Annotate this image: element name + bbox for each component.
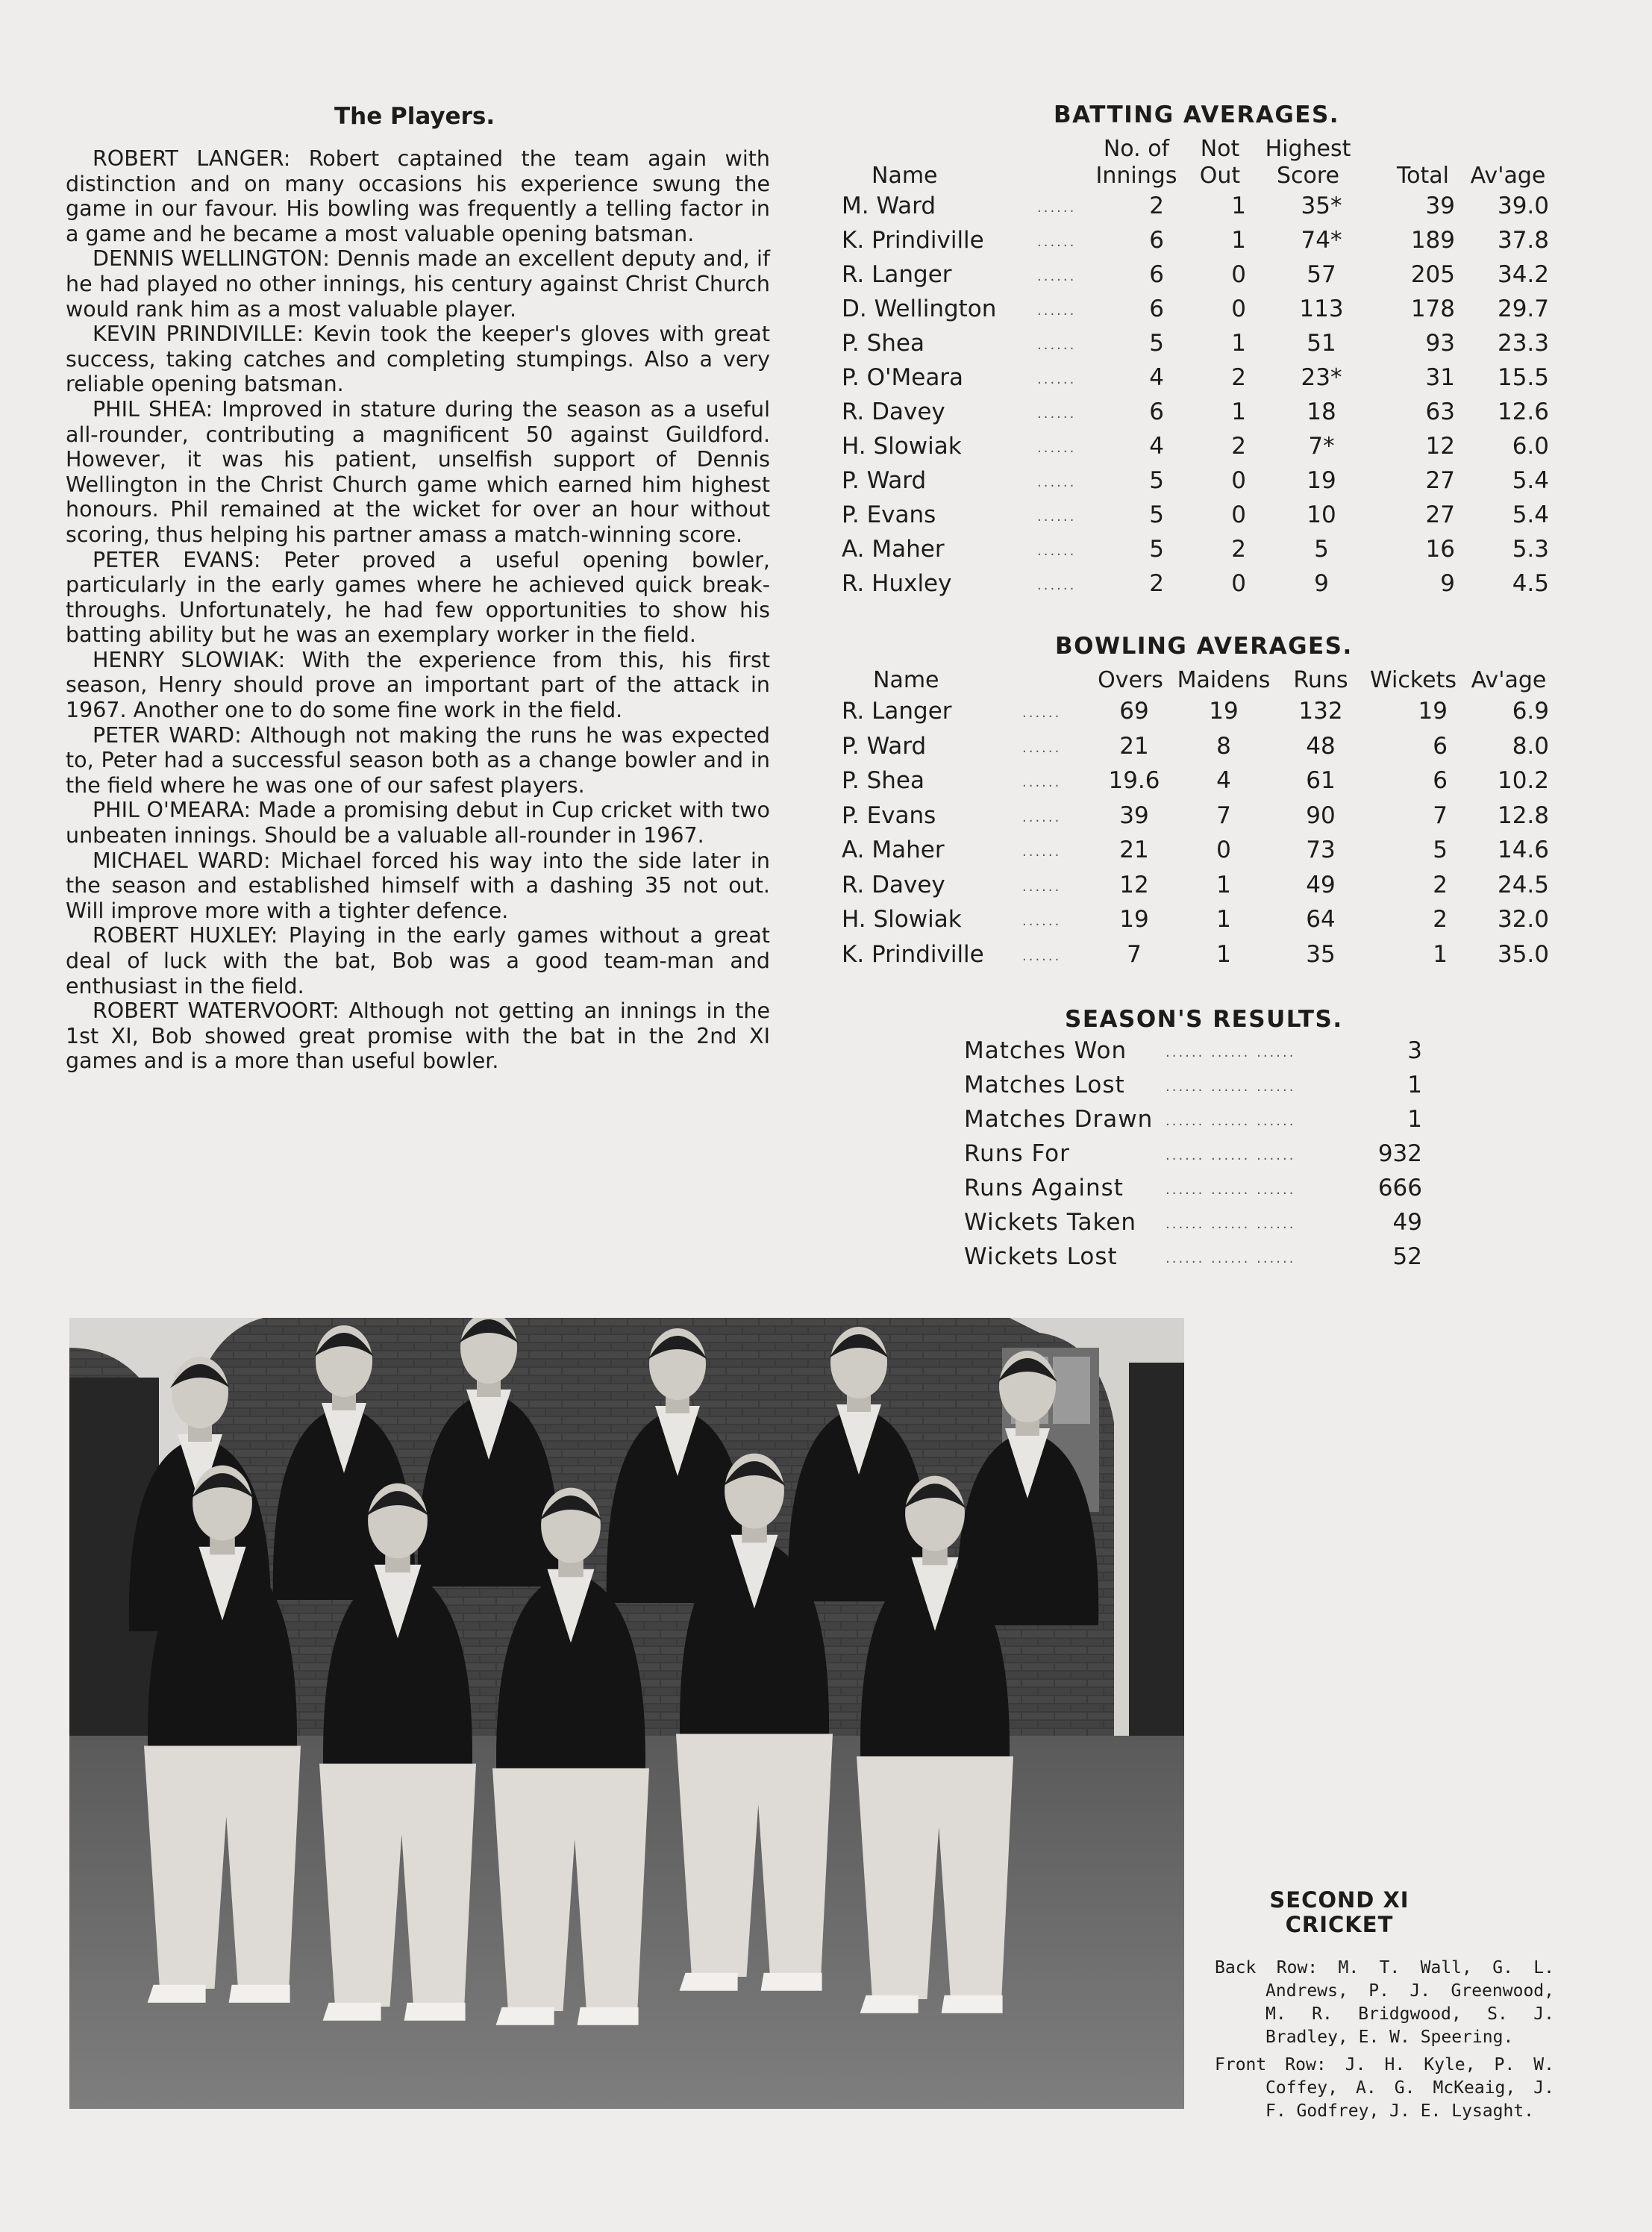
caption-title-line-2: CRICKET bbox=[1285, 1912, 1394, 1937]
batting-highest: 9 bbox=[1314, 570, 1329, 597]
batting-header-highest-1: Highest bbox=[1265, 136, 1351, 162]
players-heading: The Players. bbox=[334, 103, 495, 130]
leader-dots: ...... ...... ...... bbox=[1166, 1113, 1296, 1129]
bowling-overs: 19 bbox=[1119, 906, 1149, 933]
batting-heading: BATTING AVERAGES. bbox=[1054, 101, 1340, 128]
player-paragraph: PHIL O'MEARA: Made a promising debut in Cup cricket with two unbeaten innings. Should be a valuable all-rounder in 1967. bbox=[66, 798, 770, 848]
batting-not-out: 1 bbox=[1231, 398, 1246, 425]
bowling-header-maidens: Maidens bbox=[1177, 667, 1271, 693]
batting-header-notout-1: Not bbox=[1200, 136, 1240, 162]
leader-dots: ...... bbox=[1022, 844, 1062, 860]
bowling-maidens: 1 bbox=[1216, 940, 1231, 968]
results-row bbox=[964, 1106, 1434, 1140]
bowling-row bbox=[836, 906, 1552, 940]
batting-header-name: Name bbox=[872, 163, 938, 189]
leader-dots: ...... ...... ...... bbox=[1166, 1216, 1296, 1232]
batting-name: P. O'Meara bbox=[842, 364, 964, 391]
leader-dots: ...... ...... ...... bbox=[1166, 1251, 1296, 1266]
bowling-name: R. Davey bbox=[842, 871, 945, 898]
leader-dots: ...... bbox=[1037, 234, 1077, 250]
batting-innings: 5 bbox=[1149, 501, 1164, 528]
bowling-name: P. Evans bbox=[842, 801, 936, 829]
bowling-average: 32.0 bbox=[1497, 906, 1549, 933]
batting-not-out: 0 bbox=[1231, 467, 1246, 494]
batting-not-out: 1 bbox=[1231, 330, 1246, 357]
bowling-maidens: 0 bbox=[1216, 837, 1231, 863]
batting-name: A. Maher bbox=[842, 536, 945, 563]
results-row bbox=[964, 1243, 1434, 1278]
results-heading: SEASON'S RESULTS. bbox=[1065, 1006, 1343, 1033]
bowling-runs: 90 bbox=[1306, 801, 1336, 829]
bowling-overs: 12 bbox=[1119, 871, 1149, 898]
player-paragraph: PHIL SHEA: Improved in stature during the season as a useful all-rounder, contributing a magnificent 50 against Guildford. However, it was his patient, unselfish support of Dennis Wellington in the Christ Church game which earned him highest honours. Phil remained at the wicket for over an hour without scoring, thus helping his partner amass a match-winning score. bbox=[66, 396, 770, 547]
batting-average: 15.5 bbox=[1497, 364, 1549, 391]
bowling-overs: 39 bbox=[1119, 801, 1149, 829]
bowling-runs: 132 bbox=[1298, 698, 1343, 725]
bowling-wickets: 5 bbox=[1433, 837, 1448, 863]
leader-dots: ...... bbox=[1037, 337, 1077, 353]
bowling-name: H. Slowiak bbox=[842, 906, 962, 933]
caption-title-line-1: SECOND XI bbox=[1269, 1887, 1409, 1913]
leader-dots: ...... bbox=[1037, 440, 1077, 456]
player-paragraph: HENRY SLOWIAK: With the experience from this, his first season, Henry should prove an important part of the attack in 1967. Another one to do some fine work in the field. bbox=[66, 647, 770, 723]
batting-total: 39 bbox=[1425, 193, 1455, 219]
bowling-row bbox=[836, 872, 1552, 906]
batting-row bbox=[836, 398, 1552, 433]
batting-row bbox=[836, 536, 1552, 570]
bowling-overs: 19.6 bbox=[1108, 767, 1160, 794]
results-label: Matches Won bbox=[964, 1037, 1127, 1064]
bowling-runs: 61 bbox=[1306, 767, 1336, 794]
batting-highest: 19 bbox=[1307, 467, 1336, 494]
batting-row bbox=[836, 193, 1552, 227]
leader-dots: ...... bbox=[1037, 269, 1077, 284]
batting-name: R. Huxley bbox=[842, 570, 952, 597]
batting-row bbox=[836, 364, 1552, 398]
results-label: Matches Lost bbox=[964, 1072, 1125, 1098]
batting-name: H. Slowiak bbox=[842, 433, 962, 460]
bowling-average: 6.9 bbox=[1512, 698, 1549, 725]
bowling-wickets: 6 bbox=[1433, 732, 1448, 760]
batting-total: 63 bbox=[1425, 398, 1455, 425]
batting-total: 12 bbox=[1425, 433, 1455, 460]
bowling-header-wickets: Wickets bbox=[1370, 667, 1457, 693]
batting-innings: 4 bbox=[1149, 433, 1164, 460]
player-paragraph: ROBERT HUXLEY: Playing in the early games without a great deal of luck with the bat, Bob was a good team-man and enthusiast in the field. bbox=[66, 923, 770, 998]
results-value: 1 bbox=[1407, 1106, 1422, 1133]
batting-average: 29.7 bbox=[1497, 296, 1549, 322]
results-label: Wickets Taken bbox=[964, 1209, 1137, 1236]
batting-highest: 35* bbox=[1301, 193, 1342, 219]
bowling-name: K. Prindiville bbox=[842, 940, 984, 968]
batting-average: 5.4 bbox=[1512, 501, 1549, 528]
bowling-name: R. Langer bbox=[842, 698, 952, 725]
bowling-row bbox=[836, 698, 1552, 732]
photo-caption-title bbox=[1261, 1888, 1418, 1937]
bowling-overs: 21 bbox=[1119, 837, 1149, 863]
batting-average: 4.5 bbox=[1512, 570, 1549, 597]
batting-not-out: 0 bbox=[1231, 296, 1246, 322]
batting-innings: 6 bbox=[1149, 398, 1164, 425]
players-text bbox=[66, 146, 770, 1074]
batting-not-out: 2 bbox=[1231, 364, 1246, 391]
leader-dots: ...... bbox=[1022, 809, 1062, 825]
batting-row bbox=[836, 227, 1552, 261]
batting-not-out: 1 bbox=[1231, 193, 1246, 219]
batting-innings: 2 bbox=[1149, 193, 1164, 219]
batting-name: R. Langer bbox=[842, 261, 952, 288]
leader-dots: ...... ...... ...... bbox=[1166, 1045, 1296, 1060]
batting-total: 178 bbox=[1410, 296, 1455, 322]
results-value: 49 bbox=[1392, 1209, 1422, 1236]
bowling-wickets: 19 bbox=[1418, 698, 1448, 725]
bowling-average: 10.2 bbox=[1497, 767, 1549, 794]
batting-header-innings-2: Innings bbox=[1095, 163, 1177, 189]
leader-dots: ...... bbox=[1037, 200, 1077, 216]
player-paragraph: PETER WARD: Although not making the runs he was expected to, Peter had a successful season both as a change bowler and in the field where he was one of our safest players. bbox=[66, 722, 770, 798]
bowling-wickets: 2 bbox=[1433, 871, 1448, 898]
player-paragraph: ROBERT WATERVOORT: Although not getting an innings in the 1st XI, Bob showed great promise with the bat in the 2nd XI games and is a more than useful bowler. bbox=[66, 998, 770, 1074]
bowling-maidens: 8 bbox=[1216, 732, 1231, 760]
batting-not-out: 2 bbox=[1231, 433, 1246, 460]
batting-name: M. Ward bbox=[842, 193, 936, 219]
results-value: 666 bbox=[1377, 1175, 1422, 1201]
batting-innings: 2 bbox=[1149, 570, 1164, 597]
batting-total: 27 bbox=[1425, 467, 1455, 494]
batting-innings: 5 bbox=[1149, 330, 1164, 357]
batting-name: D. Wellington bbox=[842, 296, 997, 322]
bowling-name: P. Ward bbox=[842, 732, 927, 760]
leader-dots: ...... bbox=[1037, 543, 1077, 559]
leader-dots: ...... bbox=[1037, 578, 1077, 593]
batting-not-out: 1 bbox=[1231, 227, 1246, 254]
results-row bbox=[964, 1140, 1434, 1175]
batting-average: 37.8 bbox=[1497, 227, 1549, 254]
batting-header-innings-1: No. of bbox=[1103, 136, 1170, 162]
leader-dots: ...... bbox=[1037, 372, 1077, 387]
batting-highest: 18 bbox=[1307, 398, 1336, 425]
leader-dots: ...... ...... ...... bbox=[1166, 1148, 1296, 1163]
bowling-runs: 73 bbox=[1306, 837, 1336, 863]
bowling-header-average: Av'age bbox=[1471, 667, 1547, 693]
batting-name: P. Evans bbox=[842, 501, 936, 528]
bowling-runs: 48 bbox=[1306, 732, 1336, 760]
bowling-header-name: Name bbox=[873, 667, 939, 693]
bowling-wickets: 7 bbox=[1433, 801, 1448, 829]
bowling-row bbox=[836, 837, 1552, 871]
player-paragraph: MICHAEL WARD: Michael forced his way into the side later in the season and established himself with a dashing 35 not out. Will improve more with a tighter defence. bbox=[66, 848, 770, 923]
leader-dots: ...... bbox=[1037, 475, 1077, 490]
photo-caption bbox=[1215, 1957, 1554, 2128]
batting-innings: 4 bbox=[1149, 364, 1164, 391]
batting-not-out: 0 bbox=[1231, 501, 1246, 528]
batting-row bbox=[836, 433, 1552, 467]
caption-back-row: Back Row: M. T. Wall, G. L. Andrews, P. J. Greenwood, M. R. Bridgwood, S. J. Bradley, E. W. Speering. bbox=[1215, 1958, 1554, 2047]
results-value: 3 bbox=[1407, 1037, 1422, 1064]
bowling-row bbox=[836, 941, 1552, 975]
batting-total: 9 bbox=[1440, 570, 1455, 597]
batting-highest: 74* bbox=[1301, 227, 1342, 254]
leader-dots: ...... ...... ...... bbox=[1166, 1079, 1296, 1095]
batting-innings: 6 bbox=[1149, 227, 1164, 254]
team-photo-image bbox=[69, 1318, 1184, 2109]
batting-innings: 6 bbox=[1149, 296, 1164, 322]
results-label: Matches Drawn bbox=[964, 1106, 1154, 1133]
batting-row bbox=[836, 501, 1552, 536]
batting-not-out: 0 bbox=[1231, 570, 1246, 597]
bowling-maidens: 1 bbox=[1216, 906, 1231, 933]
batting-highest: 51 bbox=[1307, 330, 1336, 357]
batting-total: 31 bbox=[1425, 364, 1455, 391]
batting-innings: 5 bbox=[1149, 536, 1164, 563]
batting-row bbox=[836, 296, 1552, 330]
bowling-wickets: 1 bbox=[1433, 940, 1448, 968]
bowling-maidens: 4 bbox=[1216, 767, 1231, 794]
player-paragraph: ROBERT LANGER: Robert captained the team again with distinction and on many occasions his experience swung the game in our favour. His bowling was frequently a telling factor in a game and he became a most valuable opening batsman. bbox=[66, 146, 770, 246]
batting-total: 93 bbox=[1425, 330, 1455, 357]
batting-average: 6.0 bbox=[1512, 433, 1549, 460]
batting-total: 16 bbox=[1425, 536, 1455, 563]
leader-dots: ...... bbox=[1037, 509, 1077, 525]
batting-average: 5.4 bbox=[1512, 467, 1549, 494]
batting-row bbox=[836, 261, 1552, 296]
results-label: Wickets Lost bbox=[964, 1243, 1118, 1270]
leader-dots: ...... bbox=[1037, 303, 1077, 319]
results-row bbox=[964, 1037, 1434, 1072]
batting-header-average: Av'age bbox=[1470, 163, 1546, 189]
batting-highest: 10 bbox=[1307, 501, 1336, 528]
bowling-overs: 21 bbox=[1119, 732, 1149, 760]
player-paragraph: PETER EVANS: Peter proved a useful opening bowler, particularly in the early games where he achieved quick break-throughs. Unfortunately, he had few opportunities to show his batting ability but he was an exemplary worker in the field. bbox=[66, 547, 770, 648]
batting-average: 12.6 bbox=[1497, 398, 1549, 425]
bowling-overs: 69 bbox=[1119, 698, 1149, 725]
bowling-average: 8.0 bbox=[1512, 732, 1549, 760]
results-label: Runs Against bbox=[964, 1175, 1124, 1201]
bowling-maidens: 1 bbox=[1216, 871, 1231, 898]
leader-dots: ...... bbox=[1037, 406, 1077, 422]
results-value: 52 bbox=[1392, 1243, 1422, 1270]
leader-dots: ...... bbox=[1022, 878, 1062, 895]
batting-highest: 23* bbox=[1301, 364, 1342, 391]
bowling-average: 24.5 bbox=[1497, 871, 1549, 898]
batting-highest: 7* bbox=[1308, 433, 1335, 460]
results-row bbox=[964, 1209, 1434, 1243]
bowling-average: 14.6 bbox=[1497, 837, 1549, 863]
caption-front-row: Front Row: J. H. Kyle, P. W. Coffey, A. G. McKeaig, J. F. Godfrey, J. E. Lysaght. bbox=[1215, 2055, 1554, 2121]
batting-average: 23.3 bbox=[1497, 330, 1549, 357]
batting-header-notout-2: Out bbox=[1199, 163, 1241, 189]
leader-dots: ...... ...... ...... bbox=[1166, 1182, 1296, 1198]
batting-not-out: 0 bbox=[1231, 261, 1246, 288]
bowling-heading: BOWLING AVERAGES. bbox=[1055, 633, 1353, 660]
bowling-runs: 49 bbox=[1306, 871, 1336, 898]
batting-total: 205 bbox=[1410, 261, 1455, 288]
batting-total: 27 bbox=[1425, 501, 1455, 528]
results-label: Runs For bbox=[964, 1140, 1070, 1167]
bowling-row bbox=[836, 733, 1552, 767]
results-row bbox=[964, 1072, 1434, 1106]
bowling-name: A. Maher bbox=[842, 837, 945, 863]
batting-average: 39.0 bbox=[1497, 193, 1549, 219]
leader-dots: ...... bbox=[1022, 705, 1062, 721]
bowling-header-runs: Runs bbox=[1293, 667, 1348, 693]
player-paragraph: KEVIN PRINDIVILLE: Kevin took the keeper's gloves with great success, taking catches and completing stumpings. Also a very reliable opening batsman. bbox=[66, 322, 770, 397]
batting-name: K. Prindiville bbox=[842, 227, 984, 254]
batting-row bbox=[836, 570, 1552, 604]
bowling-runs: 35 bbox=[1306, 940, 1336, 968]
batting-not-out: 2 bbox=[1231, 536, 1246, 563]
bowling-name: P. Shea bbox=[842, 767, 924, 794]
results-value: 1 bbox=[1407, 1072, 1422, 1098]
batting-average: 34.2 bbox=[1497, 261, 1549, 288]
leader-dots: ...... bbox=[1022, 740, 1062, 756]
batting-average: 5.3 bbox=[1512, 536, 1549, 563]
batting-name: P. Shea bbox=[842, 330, 924, 357]
bowling-wickets: 2 bbox=[1433, 906, 1448, 933]
bowling-wickets: 6 bbox=[1433, 767, 1448, 794]
batting-innings: 5 bbox=[1149, 467, 1164, 494]
bowling-average: 35.0 bbox=[1497, 940, 1549, 968]
batting-row bbox=[836, 467, 1552, 501]
bowling-average: 12.8 bbox=[1497, 801, 1549, 829]
batting-name: P. Ward bbox=[842, 467, 927, 494]
leader-dots: ...... bbox=[1022, 913, 1062, 929]
batting-highest: 113 bbox=[1299, 296, 1344, 322]
player-paragraph: DENNIS WELLINGTON: Dennis made an excellent deputy and, if he had played no other innings, his century against Christ Church would rank him as a most valuable player. bbox=[66, 246, 770, 322]
batting-total: 189 bbox=[1410, 227, 1455, 254]
bowling-maidens: 19 bbox=[1209, 698, 1239, 725]
bowling-maidens: 7 bbox=[1216, 801, 1231, 829]
leader-dots: ...... bbox=[1022, 948, 1062, 964]
bowling-header-overs: Overs bbox=[1098, 667, 1163, 693]
bowling-row bbox=[836, 767, 1552, 801]
bowling-overs: 7 bbox=[1127, 940, 1142, 968]
leader-dots: ...... bbox=[1022, 775, 1062, 790]
batting-header-total: Total bbox=[1396, 163, 1450, 189]
batting-table-header bbox=[836, 136, 1552, 193]
bowling-runs: 64 bbox=[1306, 906, 1336, 933]
bowling-table-header bbox=[836, 667, 1552, 697]
team-photograph bbox=[69, 1318, 1184, 2109]
batting-highest: 57 bbox=[1307, 261, 1336, 288]
batting-row bbox=[836, 330, 1552, 364]
batting-innings: 6 bbox=[1149, 261, 1164, 288]
batting-name: R. Davey bbox=[842, 398, 945, 425]
batting-highest: 5 bbox=[1314, 536, 1329, 563]
results-row bbox=[964, 1175, 1434, 1209]
batting-header-highest-2: Score bbox=[1276, 163, 1340, 189]
results-value: 932 bbox=[1377, 1140, 1422, 1167]
bowling-row bbox=[836, 802, 1552, 837]
